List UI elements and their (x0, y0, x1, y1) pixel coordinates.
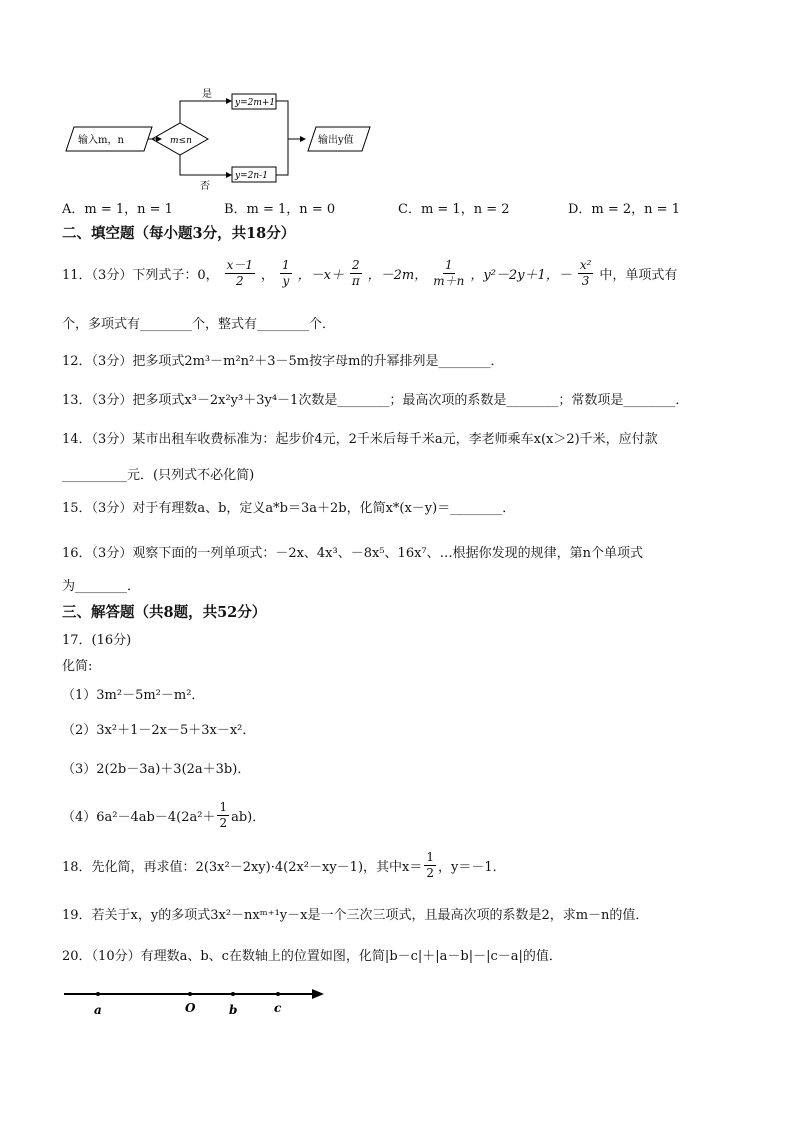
q11-frac3: 2 π (351, 258, 360, 288)
output-label: 输出y值 (318, 135, 354, 146)
q11-start: 11．（3分）下列式子：0， (62, 268, 219, 283)
yes-box-label: y=2m+1 (235, 98, 276, 108)
choice-c: C．m = 1，n = 2 (398, 202, 510, 217)
q15: 15．（3分）对于有理数a、b，定义a*b＝3a＋2b，化简x*(x－y)＝________． (62, 501, 516, 516)
label-a: a (94, 1003, 102, 1017)
q11-line1: 11．（3分）下列式子：0， x－1 2 ， 1 y ，－x＋ 2 π ，－2m， 1 m＋n ，y²－2y＋1，－ x² 3 中，单项式有 (62, 258, 678, 288)
point-b (231, 992, 235, 996)
q11-frac1: x－1 2 (226, 258, 253, 288)
input-label: 输入m，n (78, 135, 124, 146)
q16-line2: 为________． (62, 579, 141, 594)
section2-heading: 二、填空题（每小题3分，共18分） (62, 225, 296, 242)
q14-line1: 14．（3分）某市出租车收费标准为：起步价4元，2千米后每千米a元，李老师乘车x(x＞2)千米，应付款 (62, 432, 658, 447)
q18 (62, 850, 506, 881)
no-label: 否 (200, 181, 210, 192)
q11-line2: 个，多项式有________个，整式有________个． (62, 317, 336, 332)
q18-frac: 1 2 (426, 850, 434, 880)
section3-heading: 三、解答题（共8题，共52分） (62, 604, 267, 621)
choice-b: B．m = 1，n = 0 (224, 202, 336, 217)
point-o (188, 992, 192, 996)
number-line (60, 982, 330, 1022)
yes-label: 是 (202, 89, 212, 100)
arrow-icon (312, 989, 324, 999)
condition-label: m≤n (170, 136, 192, 146)
point-a (96, 992, 100, 996)
q11-tail: 中，单项式有 (599, 268, 678, 283)
q12: 12．（3分）把多项式2m³－m²n²＋3－5m按字母m的升幂排列是________． (62, 354, 504, 369)
q16-line1: 16．（3分）观察下面的一列单项式：－2x、4x³、－8x⁵、16x⁷、…根据你发现的规律，第n个单项式 (62, 546, 644, 561)
q17-4-frac: 1 2 (219, 800, 228, 830)
q13: 13．（3分）把多项式x³－2x²y³＋3y⁴－1次数是________；最高次项的系数是________；常数项是________． (62, 393, 689, 408)
q11-frac4: 1 m＋n (433, 258, 465, 288)
q11-frac2: 1 y (282, 258, 290, 288)
q17-2: （2）3x²＋1－2x－5＋3x－x²． (62, 723, 256, 738)
label-b: b (229, 1003, 238, 1017)
q17-1: （1）3m²－5m²－m²． (62, 688, 205, 703)
choice-a: A．m = 1，n = 1 (62, 202, 173, 217)
q19: 19．若关于x，y的多项式3x²－nxᵐ⁺¹y－x是一个三次三项式，且最高次项的系数是2，求m－n的值． (62, 908, 649, 923)
q18-end: ，y＝－1． (438, 860, 506, 875)
label-o: O (185, 1001, 196, 1015)
point-c (276, 992, 280, 996)
q20: 20．（10分）有理数a、b、c在数轴上的位置如图，化简|b－c|＋|a－b|－|c－a|的值． (62, 949, 562, 964)
q17-3: （3）2(2b－3a)＋3(2a＋3b)． (62, 762, 251, 777)
q17-4-start: （4）6a²－4ab－4(2a²＋ (62, 810, 216, 825)
q17-4 (62, 800, 265, 831)
q14-line2: __________元．(只列式不必化简) (62, 468, 255, 483)
q11-frac5: x² 3 (579, 258, 592, 288)
label-c: c (274, 1001, 282, 1015)
q18-start: 18．先化简，再求值：2(3x²－2xy)·4(2x²－xy－1)，其中x＝ (62, 860, 423, 875)
flowchart (60, 85, 380, 195)
choice-d: D．m = 2，n = 1 (568, 202, 680, 217)
q17-4-end: ab)． (231, 810, 266, 825)
q17-title: 17．(16分) (62, 633, 132, 648)
no-box-label: y=2n-1 (235, 171, 268, 181)
q17-sub: 化简: (62, 659, 93, 674)
